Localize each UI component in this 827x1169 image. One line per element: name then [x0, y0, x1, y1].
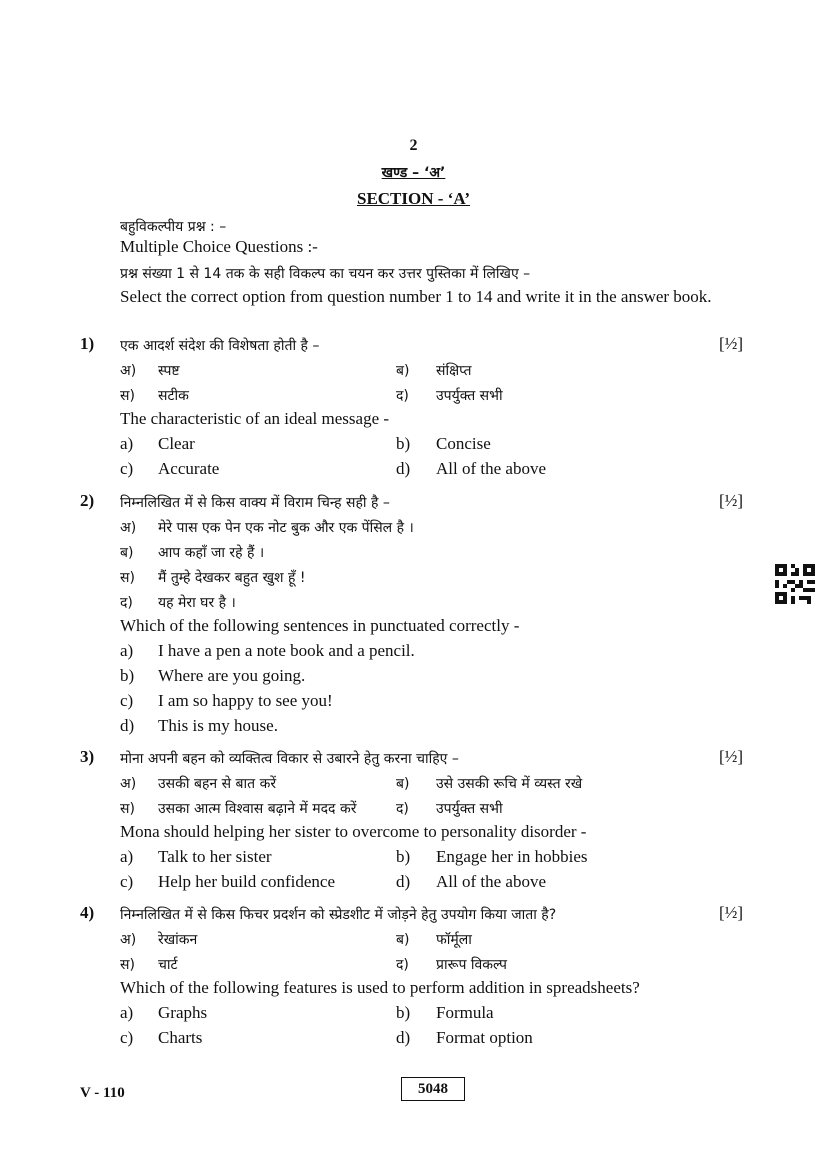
- question-number: 3): [80, 747, 95, 766]
- option-key-hindi: ब): [396, 363, 410, 379]
- option-key-english: d): [396, 1028, 411, 1047]
- option-key-hindi: स): [120, 570, 135, 586]
- instruction-hindi: प्रश्न संख्या 1 से 14 तक के सही विकल्प का चयन कर उत्तर पुस्तिका में लिखिए –: [120, 266, 531, 282]
- question-text-hindi: निम्नलिखित में से किस वाक्य में विराम चिन्ह सही है –: [120, 495, 390, 511]
- question-text-english: Which of the following sentences in punctuated correctly -: [120, 616, 520, 635]
- option-key-hindi: स): [120, 957, 135, 973]
- option-text-english: I am so happy to see you!: [158, 691, 333, 710]
- question-text-english: The characteristic of an ideal message -: [120, 409, 390, 428]
- option-text-english: Talk to her sister: [158, 847, 272, 866]
- question-number: 2): [80, 491, 95, 510]
- option-text-hindi: उसका आत्म विश्वास बढ़ाने में मदद करें: [158, 801, 357, 817]
- option-text-english: Graphs: [158, 1003, 208, 1022]
- option-key-hindi: द): [396, 957, 409, 973]
- option-key-english: a): [120, 1003, 134, 1022]
- question-text-hindi: एक आदर्श संदेश की विशेषता होती है –: [120, 338, 320, 354]
- option-key-english: c): [120, 872, 134, 891]
- option-key-english: b): [120, 666, 135, 685]
- option-key-english: b): [396, 1003, 411, 1022]
- question-marks: [½]: [719, 334, 744, 353]
- option-key-hindi: ब): [396, 932, 410, 948]
- option-key-hindi: ब): [396, 776, 410, 792]
- question-number: 4): [80, 903, 95, 922]
- option-text-english: I have a pen a note book and a pencil.: [158, 641, 415, 660]
- option-key-hindi: अ): [120, 776, 137, 792]
- option-text-hindi: मेरे पास एक पेन एक नोट बुक और एक पेंसिल है ।: [158, 520, 414, 536]
- option-key-english: c): [120, 459, 134, 478]
- option-key-english: c): [120, 1028, 134, 1047]
- option-key-english: d): [396, 459, 411, 478]
- option-text-hindi: फॉर्मूला: [436, 932, 472, 948]
- option-key-english: a): [120, 847, 134, 866]
- option-key-english: c): [120, 691, 134, 710]
- option-text-english: Where are you going.: [158, 666, 306, 685]
- section-title-hindi: खण्ड – ‘अ’: [381, 165, 446, 181]
- option-key-hindi: स): [120, 388, 135, 404]
- option-text-english: Engage her in hobbies: [436, 847, 588, 866]
- option-text-hindi: रेखांकन: [158, 932, 198, 948]
- option-text-english: Formula: [436, 1003, 494, 1022]
- paper-code: V - 110: [80, 1085, 125, 1101]
- option-key-hindi: द): [120, 595, 133, 611]
- option-text-english: Concise: [436, 434, 491, 453]
- option-text-hindi: स्पष्ट: [158, 363, 180, 379]
- question-text-hindi: निम्नलिखित में से किस फिचर प्रदर्शन को स्प्रेडशीट में जोड़ने हेतु उपयोग किया जाता है?: [120, 907, 557, 923]
- question-text-english: Mona should helping her sister to overcome to personality disorder -: [120, 822, 587, 841]
- mcq-heading-english: Multiple Choice Questions :-: [120, 237, 318, 256]
- option-text-english: This is my house.: [158, 716, 278, 735]
- option-text-hindi: उसकी बहन से बात करें: [158, 776, 277, 792]
- option-key-hindi: अ): [120, 363, 137, 379]
- question-marks: [½]: [719, 903, 744, 922]
- instruction-english: Select the correct option from question number 1 to 14 and write it in the answer book.: [120, 287, 712, 306]
- option-key-hindi: द): [396, 801, 409, 817]
- option-text-english: All of the above: [436, 872, 546, 891]
- option-text-english: Charts: [158, 1028, 203, 1047]
- option-key-hindi: द): [396, 388, 409, 404]
- booklet-code-box: 5048: [401, 1077, 465, 1101]
- option-text-hindi: सटीक: [158, 388, 189, 404]
- qr-code-icon: [775, 564, 815, 604]
- option-key-english: d): [120, 716, 135, 735]
- option-text-hindi: यह मेरा घर है ।: [158, 595, 236, 611]
- question-marks: [½]: [719, 491, 744, 510]
- option-key-hindi: अ): [120, 520, 137, 536]
- option-text-english: Format option: [436, 1028, 533, 1047]
- option-key-hindi: स): [120, 801, 135, 817]
- option-text-hindi: उपर्युक्त सभी: [436, 801, 503, 817]
- option-text-english: Clear: [158, 434, 195, 453]
- option-text-hindi: आप कहाँ जा रहे हैं ।: [158, 545, 265, 561]
- option-text-hindi: संक्षिप्त: [436, 363, 472, 379]
- option-text-hindi: मैं तुम्हे देखकर बहुत खुश हूँ !: [158, 570, 306, 586]
- section-title-english: SECTION - ‘A’: [356, 189, 471, 208]
- option-key-english: a): [120, 434, 134, 453]
- option-key-english: b): [396, 434, 411, 453]
- question-text-english: Which of the following features is used to perform addition in spreadsheets?: [120, 978, 640, 997]
- question-text-hindi: मोना अपनी बहन को व्यक्तित्व विकार से उबारने हेतु करना चाहिए –: [120, 751, 459, 767]
- option-text-english: Help her build confidence: [158, 872, 336, 891]
- mcq-heading-hindi: बहुविकल्पीय प्रश्न : –: [120, 219, 227, 235]
- page-number: 2: [409, 137, 418, 154]
- option-text-hindi: उपर्युक्त सभी: [436, 388, 503, 404]
- option-key-english: d): [396, 872, 411, 891]
- question-marks: [½]: [719, 747, 744, 766]
- option-text-hindi: उसे उसकी रूचि में व्यस्त रखे: [436, 776, 583, 792]
- option-text-hindi: चार्ट: [158, 957, 178, 973]
- option-key-hindi: अ): [120, 932, 137, 948]
- question-number: 1): [80, 334, 95, 353]
- option-text-hindi: प्रारूप विकल्प: [436, 957, 507, 973]
- option-key-english: a): [120, 641, 134, 660]
- option-text-english: All of the above: [436, 459, 546, 478]
- option-key-english: b): [396, 847, 411, 866]
- option-text-english: Accurate: [158, 459, 220, 478]
- option-key-hindi: ब): [120, 545, 134, 561]
